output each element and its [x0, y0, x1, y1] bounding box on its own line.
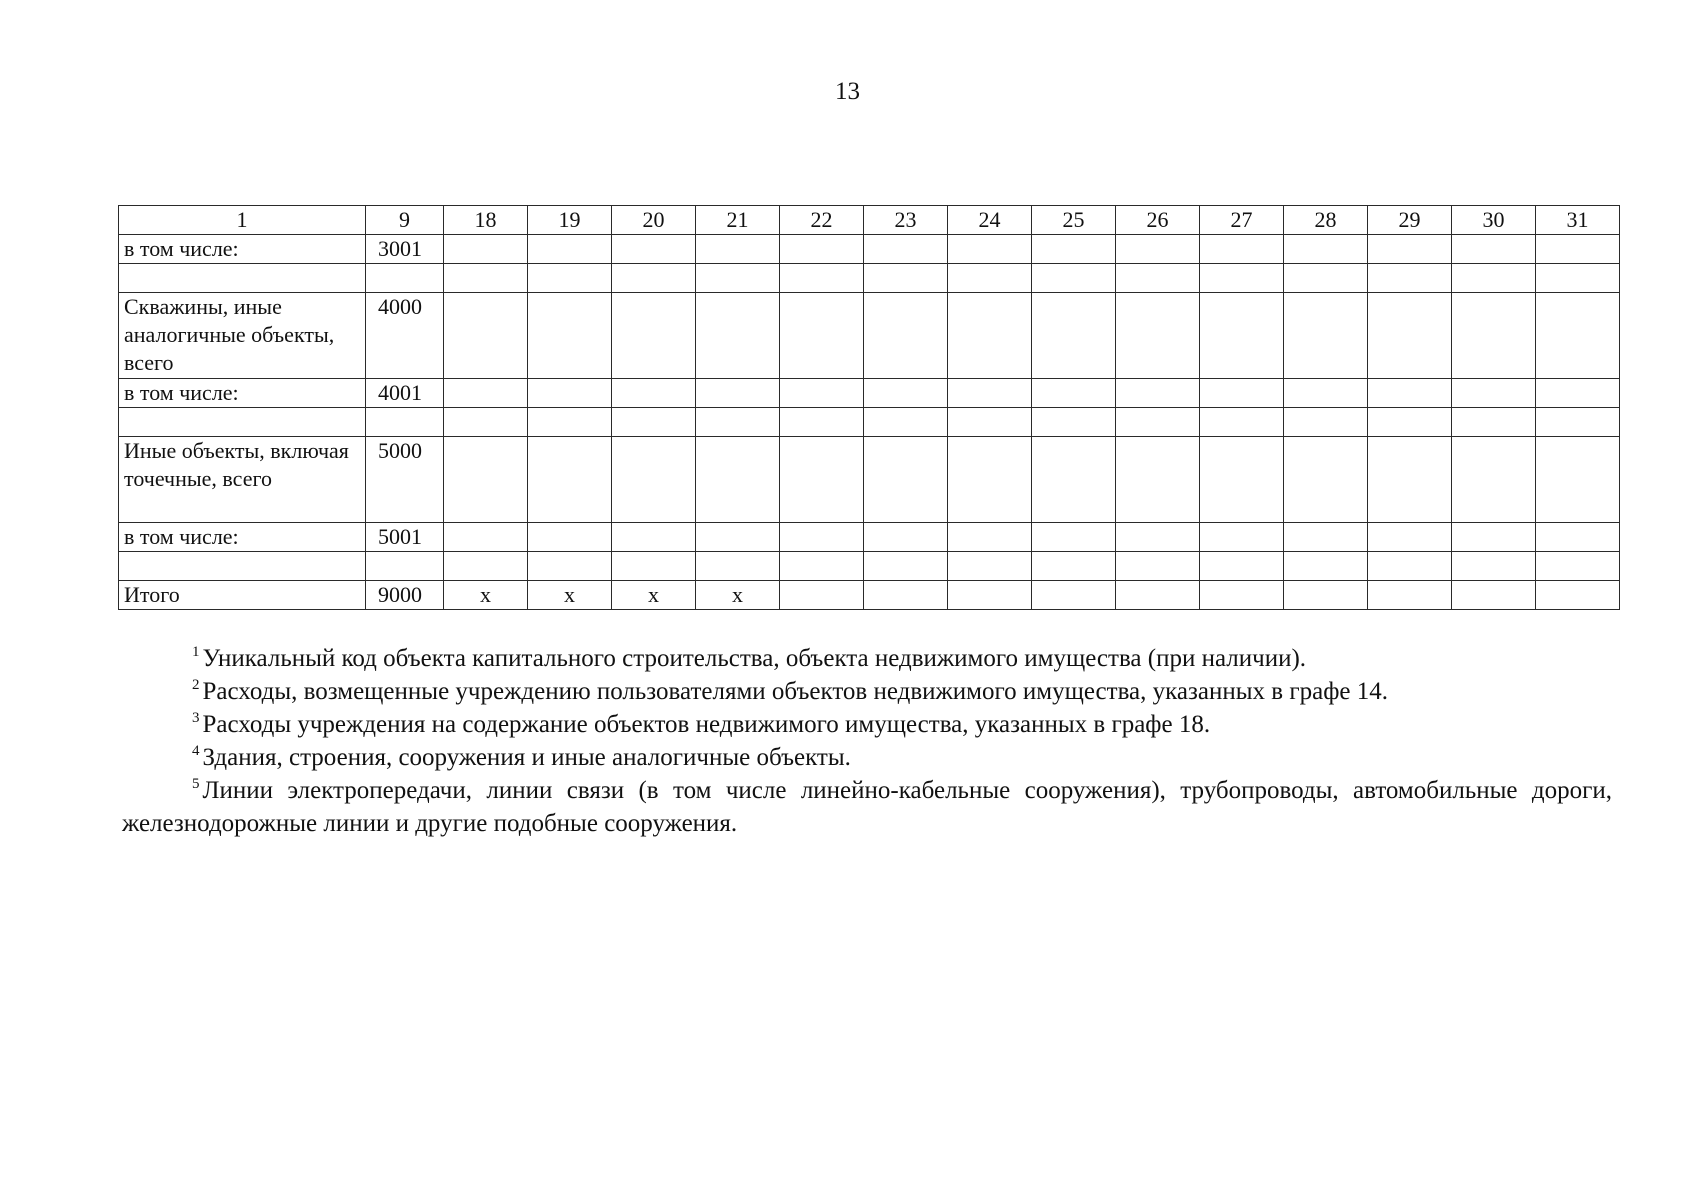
table-cell — [1452, 408, 1536, 437]
table-cell — [1032, 581, 1116, 610]
table-cell — [1284, 523, 1368, 552]
table-cell — [696, 379, 780, 408]
table-cell — [1536, 523, 1620, 552]
column-header: 9 — [366, 206, 444, 235]
table-cell — [528, 552, 612, 581]
table-cell — [864, 523, 948, 552]
table-cell — [528, 523, 612, 552]
row-label — [119, 408, 366, 437]
table-cell — [864, 264, 948, 293]
column-header: 23 — [864, 206, 948, 235]
row-label — [119, 552, 366, 581]
column-header: 21 — [696, 206, 780, 235]
row-label: в том числе: — [119, 523, 366, 552]
footnote-number: 2 — [192, 677, 200, 693]
table-cell — [1536, 552, 1620, 581]
table-cell — [444, 379, 528, 408]
table-cell — [780, 552, 864, 581]
footnote-number: 3 — [192, 710, 200, 726]
table-cell — [864, 437, 948, 523]
footnote — [122, 708, 1612, 741]
row-code: 4001 — [366, 379, 444, 408]
table-row — [119, 552, 1620, 581]
table-cell — [1200, 235, 1284, 264]
table-cell — [1116, 437, 1200, 523]
table-cell — [696, 437, 780, 523]
table-cell — [1368, 293, 1452, 379]
table-cell — [528, 408, 612, 437]
table-row — [119, 264, 1620, 293]
table-cell — [1200, 408, 1284, 437]
table-cell — [948, 523, 1032, 552]
table-cell — [1116, 552, 1200, 581]
table-cell — [1452, 293, 1536, 379]
table-cell — [1536, 264, 1620, 293]
row-code: 3001 — [366, 235, 444, 264]
table-cell — [780, 235, 864, 264]
table-cell — [948, 437, 1032, 523]
table-row — [119, 235, 1620, 264]
table-cell — [1368, 408, 1452, 437]
table-cell — [1368, 523, 1452, 552]
footnote-number: 4 — [192, 743, 200, 759]
table-cell — [1284, 408, 1368, 437]
table-cell — [612, 235, 696, 264]
table-row-total — [119, 581, 1620, 610]
column-header: 27 — [1200, 206, 1284, 235]
row-code: 4000 — [366, 293, 444, 379]
table-cell — [696, 408, 780, 437]
table-cell — [780, 293, 864, 379]
table-cell — [864, 293, 948, 379]
table-cell — [1200, 523, 1284, 552]
column-header: 18 — [444, 206, 528, 235]
row-label: Скважины, иные аналогичные объекты, всего — [119, 293, 366, 379]
x-mark: x — [528, 581, 612, 610]
table-row — [119, 523, 1620, 552]
table-cell — [1284, 264, 1368, 293]
table-cell — [444, 552, 528, 581]
table-cell — [864, 552, 948, 581]
table-cell — [612, 437, 696, 523]
table-cell — [1200, 264, 1284, 293]
row-code — [366, 264, 444, 293]
table-cell — [1452, 235, 1536, 264]
table-cell — [948, 293, 1032, 379]
column-header: 25 — [1032, 206, 1116, 235]
table-cell — [1368, 552, 1452, 581]
table-cell — [1200, 581, 1284, 610]
table-cell — [444, 408, 528, 437]
row-label — [119, 264, 366, 293]
table-cell — [1452, 379, 1536, 408]
row-code: 5000 — [366, 437, 444, 523]
footnote — [122, 675, 1612, 708]
table-row — [119, 293, 1620, 379]
column-header: 24 — [948, 206, 1032, 235]
table-cell — [1284, 552, 1368, 581]
table-cell — [444, 264, 528, 293]
table-header-row — [119, 206, 1620, 235]
table-cell — [444, 437, 528, 523]
table-cell — [780, 264, 864, 293]
table-row — [119, 408, 1620, 437]
table-cell — [528, 437, 612, 523]
column-header: 29 — [1368, 206, 1452, 235]
table-cell — [1116, 408, 1200, 437]
table-cell — [1200, 437, 1284, 523]
column-header: 22 — [780, 206, 864, 235]
footnote-number: 1 — [192, 644, 200, 660]
table-cell — [528, 264, 612, 293]
table-cell — [1032, 264, 1116, 293]
table-cell — [780, 581, 864, 610]
table-cell — [1032, 437, 1116, 523]
table-cell — [1536, 293, 1620, 379]
footnote — [122, 741, 1612, 774]
table-cell — [1200, 552, 1284, 581]
table-cell — [1116, 264, 1200, 293]
footnote — [122, 774, 1612, 840]
table-cell — [1032, 408, 1116, 437]
table-cell — [1452, 523, 1536, 552]
table-cell — [1284, 581, 1368, 610]
table-cell — [864, 235, 948, 264]
table-cell — [1116, 379, 1200, 408]
table-cell — [1116, 235, 1200, 264]
table-cell — [1368, 437, 1452, 523]
column-header: 30 — [1452, 206, 1536, 235]
table-cell — [612, 264, 696, 293]
table-cell — [948, 552, 1032, 581]
table-cell — [1032, 235, 1116, 264]
column-header: 20 — [612, 206, 696, 235]
table-cell — [780, 523, 864, 552]
footnote-text: Уникальный код объекта капитального строительства, объекта недвижимого имущества (при наличии). — [202, 645, 1307, 672]
table-cell — [1536, 581, 1620, 610]
table-cell — [444, 523, 528, 552]
table-cell — [1368, 581, 1452, 610]
table-cell — [1032, 523, 1116, 552]
table-cell — [1116, 523, 1200, 552]
row-label: в том числе: — [119, 235, 366, 264]
footnote-number: 5 — [192, 776, 200, 792]
column-header: 31 — [1536, 206, 1620, 235]
row-label: в том числе: — [119, 379, 366, 408]
table-cell — [612, 523, 696, 552]
table-cell — [1536, 437, 1620, 523]
table-cell — [696, 264, 780, 293]
table-row — [119, 379, 1620, 408]
table-cell — [948, 379, 1032, 408]
table-cell — [612, 293, 696, 379]
column-header: 19 — [528, 206, 612, 235]
table-cell — [1032, 552, 1116, 581]
table-cell — [528, 379, 612, 408]
table-cell — [1536, 235, 1620, 264]
table-cell — [696, 552, 780, 581]
footnote-text: Расходы, возмещенные учреждению пользователями объектов недвижимого имущества, указанных в графе 14. — [202, 678, 1388, 705]
column-header: 1 — [119, 206, 366, 235]
table-cell — [780, 408, 864, 437]
row-code: 5001 — [366, 523, 444, 552]
x-mark: x — [444, 581, 528, 610]
table-cell — [780, 379, 864, 408]
table-cell — [1368, 235, 1452, 264]
table-cell — [1284, 293, 1368, 379]
table-cell — [612, 379, 696, 408]
table-cell — [444, 293, 528, 379]
table-cell — [1116, 293, 1200, 379]
table-cell — [1116, 581, 1200, 610]
table-row — [119, 437, 1620, 523]
table-cell — [948, 235, 1032, 264]
table-cell — [696, 523, 780, 552]
table-cell — [1536, 408, 1620, 437]
footnote — [122, 642, 1612, 675]
table-cell — [864, 408, 948, 437]
table-cell — [1284, 437, 1368, 523]
footnote-text: Расходы учреждения на содержание объектов недвижимого имущества, указанных в графе 18. — [202, 711, 1211, 738]
table-cell — [444, 235, 528, 264]
table-cell — [1368, 379, 1452, 408]
table-cell — [1452, 552, 1536, 581]
table-cell — [948, 408, 1032, 437]
page-number: 13 — [835, 78, 860, 105]
table-cell — [1032, 379, 1116, 408]
table-cell — [864, 581, 948, 610]
row-code: 9000 — [366, 581, 444, 610]
column-header: 28 — [1284, 206, 1368, 235]
table-cell — [528, 235, 612, 264]
table-cell — [612, 552, 696, 581]
table-cell — [612, 408, 696, 437]
table-cell — [948, 581, 1032, 610]
objects-table — [118, 205, 1620, 610]
footnote-text: Здания, строения, сооружения и иные аналогичные объекты. — [202, 744, 851, 771]
table-cell — [1284, 235, 1368, 264]
table-cell — [1032, 293, 1116, 379]
row-code — [366, 552, 444, 581]
table-cell — [1452, 437, 1536, 523]
row-code — [366, 408, 444, 437]
row-label: Итого — [119, 581, 366, 610]
table-cell — [780, 437, 864, 523]
table-cell — [1200, 293, 1284, 379]
table-cell — [948, 264, 1032, 293]
footnote-text: Линии электропередачи, линии связи (в том числе линейно-кабельные сооружения), трубопроводы, автомобильные дороги, железнодорожные линии и другие подобные сооружения. — [122, 777, 1612, 837]
row-label: Иные объекты, включая точечные, всего — [119, 437, 366, 523]
footnotes — [122, 642, 1612, 840]
table-cell — [1536, 379, 1620, 408]
table-cell — [1200, 379, 1284, 408]
table-cell — [696, 235, 780, 264]
table-cell — [528, 293, 612, 379]
table-cell — [1452, 264, 1536, 293]
table-cell — [1452, 581, 1536, 610]
table-cell — [1284, 379, 1368, 408]
x-mark: x — [696, 581, 780, 610]
table-cell — [696, 293, 780, 379]
column-header: 26 — [1116, 206, 1200, 235]
x-mark: x — [612, 581, 696, 610]
table-cell — [864, 379, 948, 408]
table-cell — [1368, 264, 1452, 293]
